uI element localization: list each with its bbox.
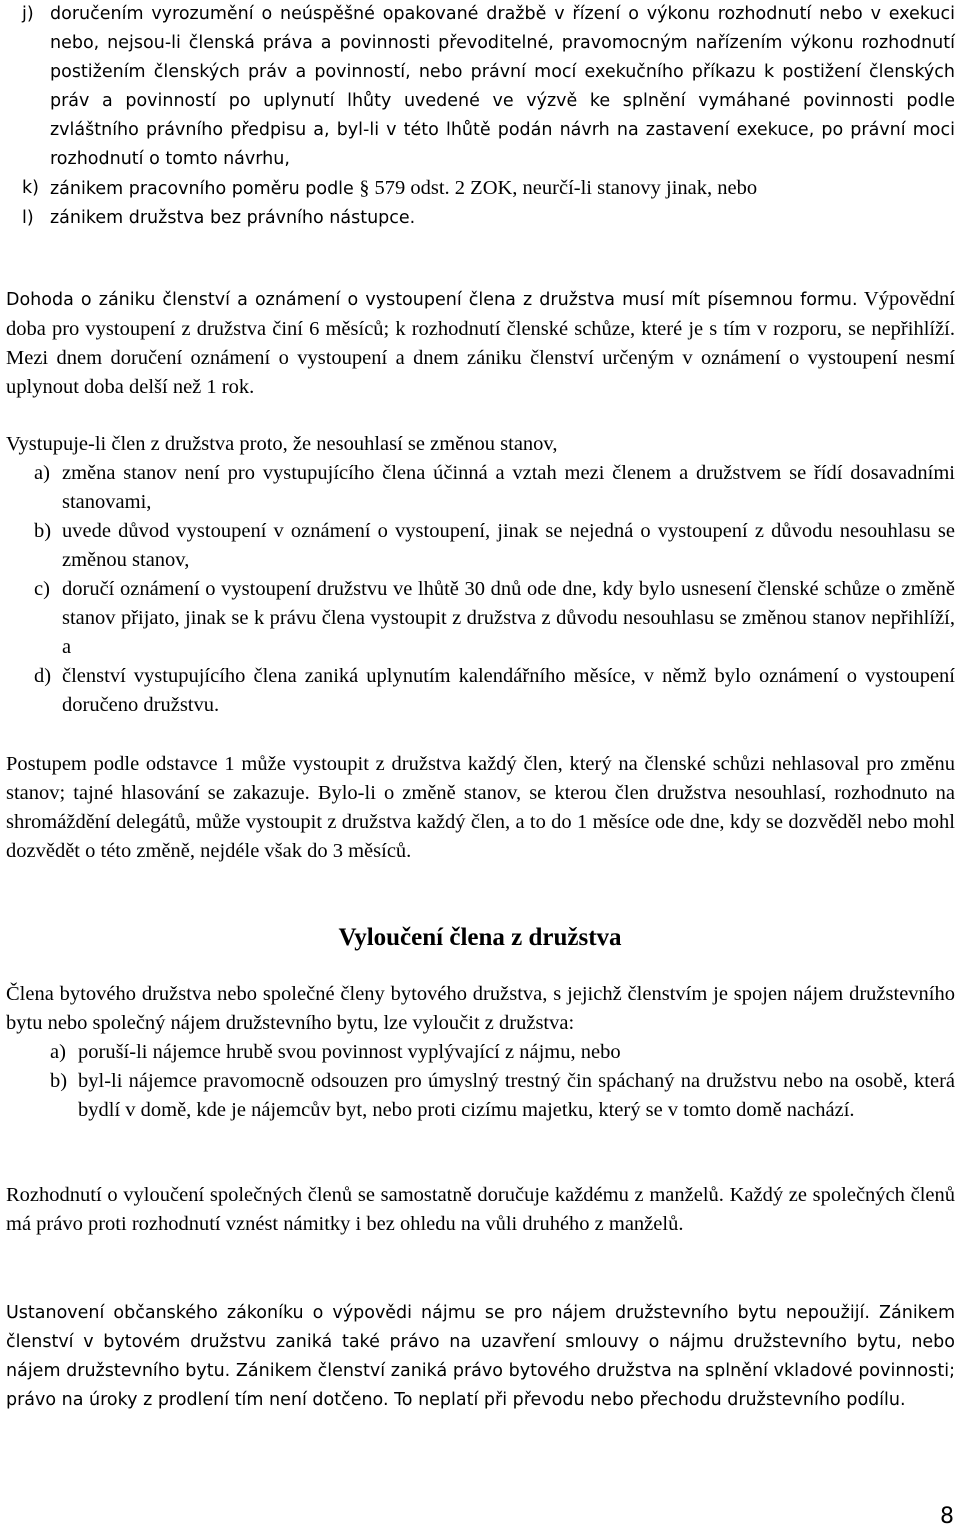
- list-item-b: [6, 517, 955, 575]
- paragraph-serif-part: Mezi dnem doručení oznámení o vystoupení a dnem zániku členství určeným v oznámení o vystoupení nesmí uplynout doba delší než 1 rok.: [6, 347, 955, 398]
- list-item-k: [22, 174, 955, 204]
- item-text: členství vystupujícího člena zaniká uplynutím kalendářního měsíce, v němž bylo oznámení o vystoupení doručeno družstvu.: [62, 665, 955, 716]
- list-item-c: [6, 575, 955, 662]
- item-text: poruší-li nájemce hrubě svou povinnost vyplývající z nájmu, nebo: [78, 1041, 621, 1063]
- list-intro: Člena bytového družstva nebo společné členy bytového družstva, s jejichž členstvím je spojen nájem družstevního bytu nebo společný nájem družstevního bytu, lze vyloučit z družstva:: [6, 983, 955, 1034]
- item-text: zánikem pracovního poměru podle: [50, 179, 360, 199]
- item-text: změna stanov není pro vystupujícího člena účinná a vztah mezi členem a družstvem se řídí dosavadními stanovami,: [62, 462, 955, 513]
- paragraph-serif-part: Výpovědní doba pro vystoupení z družstva činí 6 měsíců; k rozhodnutí členské schůze, které je s tím v rozporu, se nepřihlíží.: [6, 288, 955, 340]
- item-label: l): [22, 208, 34, 228]
- list-intro: Vystupuje-li člen z družstva proto, že nesouhlasí se změnou stanov,: [6, 433, 558, 455]
- paragraph-rozhodnuti: Rozhodnutí o vyloučení společných členů se samostatně doručuje každému z manželů. Každý ze společných členů má právo proti rozhodnutí vznést námitky i bez ohledu na vůli druhého z manželů.: [6, 1184, 955, 1235]
- item-text: doručením vyrozumění o neúspěšné opakované dražbě v řízení o výkonu rozhodnutí nebo v exekuci nebo, nejsou-li členská práva a povinnosti převoditelné, pravomocným nařízením výkonu rozhodnutí postižením členských práv a povinností, nebo právní mocí exekučního příkazu k postižení členských práv a povinností po uplynutí lhůty uvedené ve výzvě ke splnění vymáhané povinnosti podle zvláštního právního předpisu a, byl-li v této lhůtě podán návrh na zastavení exekuce, po právní moci rozhodnutí o tomto návrhu,: [50, 4, 955, 169]
- item-label: c): [34, 578, 50, 600]
- list-item-b: [6, 1067, 955, 1125]
- paragraph-dohoda: [6, 285, 955, 402]
- list-item-l: [22, 204, 955, 233]
- item-label: d): [34, 665, 52, 687]
- withdrawal-list: [6, 430, 955, 720]
- paragraph-postupem: Postupem podle odstavce 1 může vystoupit z družstva každý člen, který na členské schůzi nehlasoval pro změnu stanov; tajné hlasování se zakazuje. Bylo-li o změně stanov, se kterou člen družstva nesouhlasí, rozhodnuto na shromáždění delegátů, může vystoupit z družstva každý člen, a to do 1 měsíce ode dne, kdy se dozvěděl nebo mohl dozvědět o této změně, nejdéle však do 3 měsíců.: [6, 753, 955, 862]
- paragraph-sans-part: Dohoda o zániku členství a oznámení o vystoupení člena z družstva musí mít písemnou formu.: [6, 290, 858, 310]
- item-label: a): [50, 1041, 66, 1063]
- item-label: b): [34, 520, 52, 542]
- item-label: a): [34, 462, 50, 484]
- item-text: byl-li nájemce pravomocně odsouzen pro úmyslný trestný čin spáchaný na družstvu nebo na osobě, která bydlí v domě, kde je nájemcův byt, nebo proti cizímu majetku, který se v tomto domě nachází.: [78, 1070, 955, 1121]
- item-text: uvede důvod vystoupení v oznámení o vystoupení, jinak se nejedná o vystoupení z důvodu nesouhlasu se změnou stanov,: [62, 520, 955, 571]
- item-label: b): [50, 1070, 68, 1092]
- section-sign: §: [359, 177, 370, 199]
- expulsion-list: [6, 980, 955, 1125]
- termination-list: [22, 0, 955, 233]
- list-item-a: [6, 1038, 955, 1067]
- list-item-d: [6, 662, 955, 720]
- section-heading: Vyloučení člena z družstva: [338, 924, 622, 951]
- item-text: zánikem družstva bez právního nástupce.: [50, 208, 416, 228]
- item-text-ref: 579 odst. 2 ZOK, neurčí-li stanovy jinak, nebo: [369, 177, 758, 199]
- item-text: doručí oznámení o vystoupení družstvu ve lhůtě 30 dnů ode dne, kdy bylo usnesení členské schůze o změně stanov přijato, jinak se k právu člena vystoupit z družstva z důvodu nesouhlasu se změnou stanov nepřihlíží, a: [62, 578, 955, 658]
- page-number: 8: [940, 1504, 954, 1529]
- paragraph-ustanoveni: Ustanovení občanského zákoníku o výpovědi nájmu se pro nájem družstevního bytu nepoužijí. Zánikem členství v bytovém družstvu zaniká také právo na uzavření smlouvy o nájmu družstevního bytu, nebo nájem družstevního bytu. Zánikem členství zaniká právo bytového družstva na splnění vkladové povinnosti; právo na úroky z prodlení tím není dotčeno. To neplatí při převodu nebo přechodu družstevního podílu.: [6, 1303, 955, 1410]
- item-label: j): [22, 4, 34, 24]
- item-label: k): [22, 178, 39, 198]
- list-item-a: [6, 459, 955, 517]
- list-item-j: [22, 0, 955, 174]
